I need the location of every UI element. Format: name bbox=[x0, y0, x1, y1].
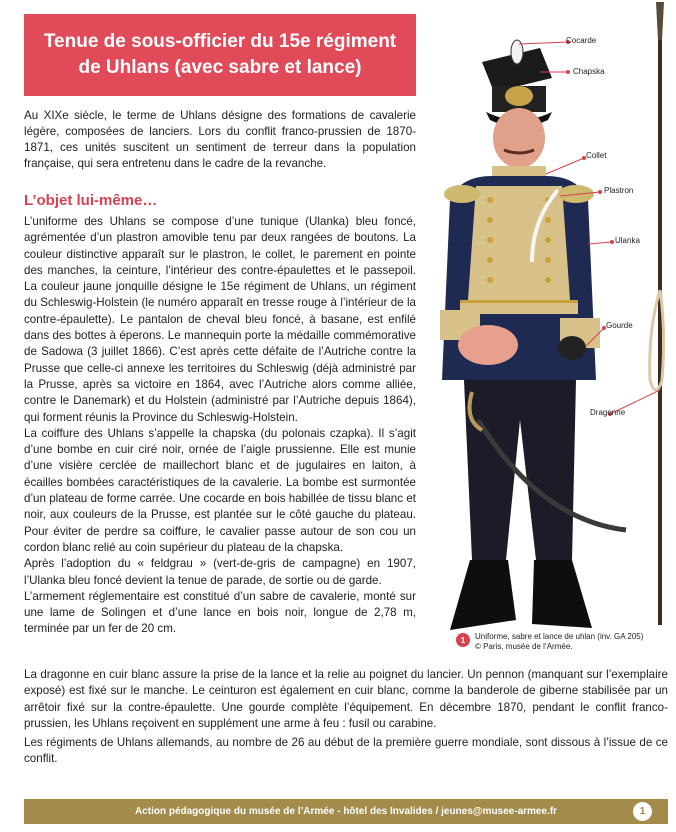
footer-bar bbox=[24, 799, 668, 824]
label-ulanka: Ulanka bbox=[615, 236, 640, 245]
intro-paragraph: Au XIXe siècle, le terme de Uhlans désigne des formations de cavalerie légère, composées de lanciers. Lors du conflit franco-prussien de 1870-1871, ces unités suscitent un sentiment de terreur dans la population française, qui sera entretenu dans le cadre de la revanche. bbox=[24, 109, 416, 170]
label-collet: Collet bbox=[586, 151, 607, 160]
label-cocarde: Cocarde bbox=[566, 36, 597, 45]
paragraph-armament-continued: La dragonne en cuir blanc assure la prise de la lance et la relie au poignet du lancier. Un pennon (manquant sur l’exemplaire exposé) est fixé sur le manche. Le ceinturon est également en cuir blanc, comme la banderole de giberne stabilisée par un arrêtoir fixé sur la contre-épaulette. Une gourde complète l’équipement. En décembre 1870, pendant le conflit franco-prussien, les Uhlans reçoivent en supplément une arme à feu : fusil ou carabine. bbox=[24, 668, 668, 730]
paragraph-armament: L’armement réglementaire est constitué d’un sabre de cavalerie, monté sur une lame de Solingen et d’une lance en bois noir, longue de 2,78 m, terminée par un fer de 20 cm. bbox=[24, 589, 416, 636]
uhlan-mannequin-illustration bbox=[420, 0, 676, 660]
caption-line-2: © Paris, musée de l’Armée. bbox=[475, 642, 573, 651]
paragraph-uniform: L’uniforme des Uhlans se compose d’une tunique (Ulanka) bleu foncé, agrémentée d’un plastron amovible tenu par deux rangées de boutons. La couleur distinctive apparaît sur le plastron, le collet, le parement en pointe des manches, la ceinture, l’intérieur des contre-épaulettes et le passepoil. La couleur jaune jonquille désigne le 15e régiment de Uhlans, un régiment du Schleswig-Holstein (le numéro apparaît en tresse rouge à l’intérieur de la contre-épaulette). Le pantalon de cheval bleu foncé, à basane, est enfilé dans des bottes à éperons. Le mannequin porte la médaille commémorative de Sadowa (3 juillet 1866). C’est après cette défaite de l’Autriche contre la Prusse que celle-ci annexe les territoires du Schleswig (déjà administré par la Prusse, après sa victoire en 1864, avec l’Autriche alors comme alliée, contre le Danemark) et du Holstein (administré par l’Autriche depuis 1864), qui forment réunis la Province du Schleswig-Holstein. bbox=[24, 215, 416, 424]
caption-line-1: Uniforme, sabre et lance de uhlan (inv. GA 205) bbox=[475, 632, 644, 641]
body-text-narrow bbox=[24, 214, 416, 638]
title-banner bbox=[24, 14, 416, 96]
title-line-2: de Uhlans (avec sabre et lance) bbox=[78, 57, 362, 78]
label-dragonne: Dragonne bbox=[590, 408, 626, 417]
label-chapska: Chapska bbox=[573, 67, 605, 76]
paragraph-feldgrau: Après l’adoption du « feldgrau » (vert-de-gris de campagne) en 1907, l’Ulanka bleu foncé devient la tenue de parade, de sortie ou de garde. bbox=[24, 557, 416, 587]
label-plastron: Plastron bbox=[604, 186, 634, 195]
section-title: L’objet lui-même… bbox=[24, 192, 158, 209]
paragraph-dissolution: Les régiments de Uhlans allemands, au nombre de 26 au début de la première guerre mondiale, sont dissous à l’issue de ce conflit. bbox=[24, 736, 668, 766]
figure-caption bbox=[475, 632, 675, 652]
paragraph-chapska: La coiffure des Uhlans s’appelle la chapska (du polonais czapka). Il s’agit d’une bombe en cuir ciré noir, ornée de l’aigle prussienne. Elle est munie d’une visière cerclée de maillechort blanc et de jugulaires en laiton, à écailles bombées caractéristiques de la cavalerie. La bombe est surmontée d’un plateau de forme carrée. Une cocarde en bois habillée de tissu blanc et noir, aux couleurs de la Prusse, est plantée sur le côté gauche du plateau. Pour éviter de perdre sa coiffure, le cavalier passe autour de son cou un cordon blanc relié au coin supérieur du plateau de la chapska. bbox=[24, 426, 416, 554]
uniform-figure bbox=[420, 0, 676, 660]
body-text-wide bbox=[24, 667, 668, 768]
figure-number-badge: 1 bbox=[456, 633, 470, 647]
label-gourde: Gourde bbox=[606, 321, 633, 330]
page-title bbox=[44, 29, 396, 81]
page-number: 1 bbox=[633, 802, 652, 821]
title-line-1: Tenue de sous-officier du 15e régiment bbox=[43, 31, 397, 52]
footer-text: Action pédagogique du musée de l’Armée - hôtel des Invalides / jeunes@musee-armee.fr bbox=[134, 806, 558, 817]
